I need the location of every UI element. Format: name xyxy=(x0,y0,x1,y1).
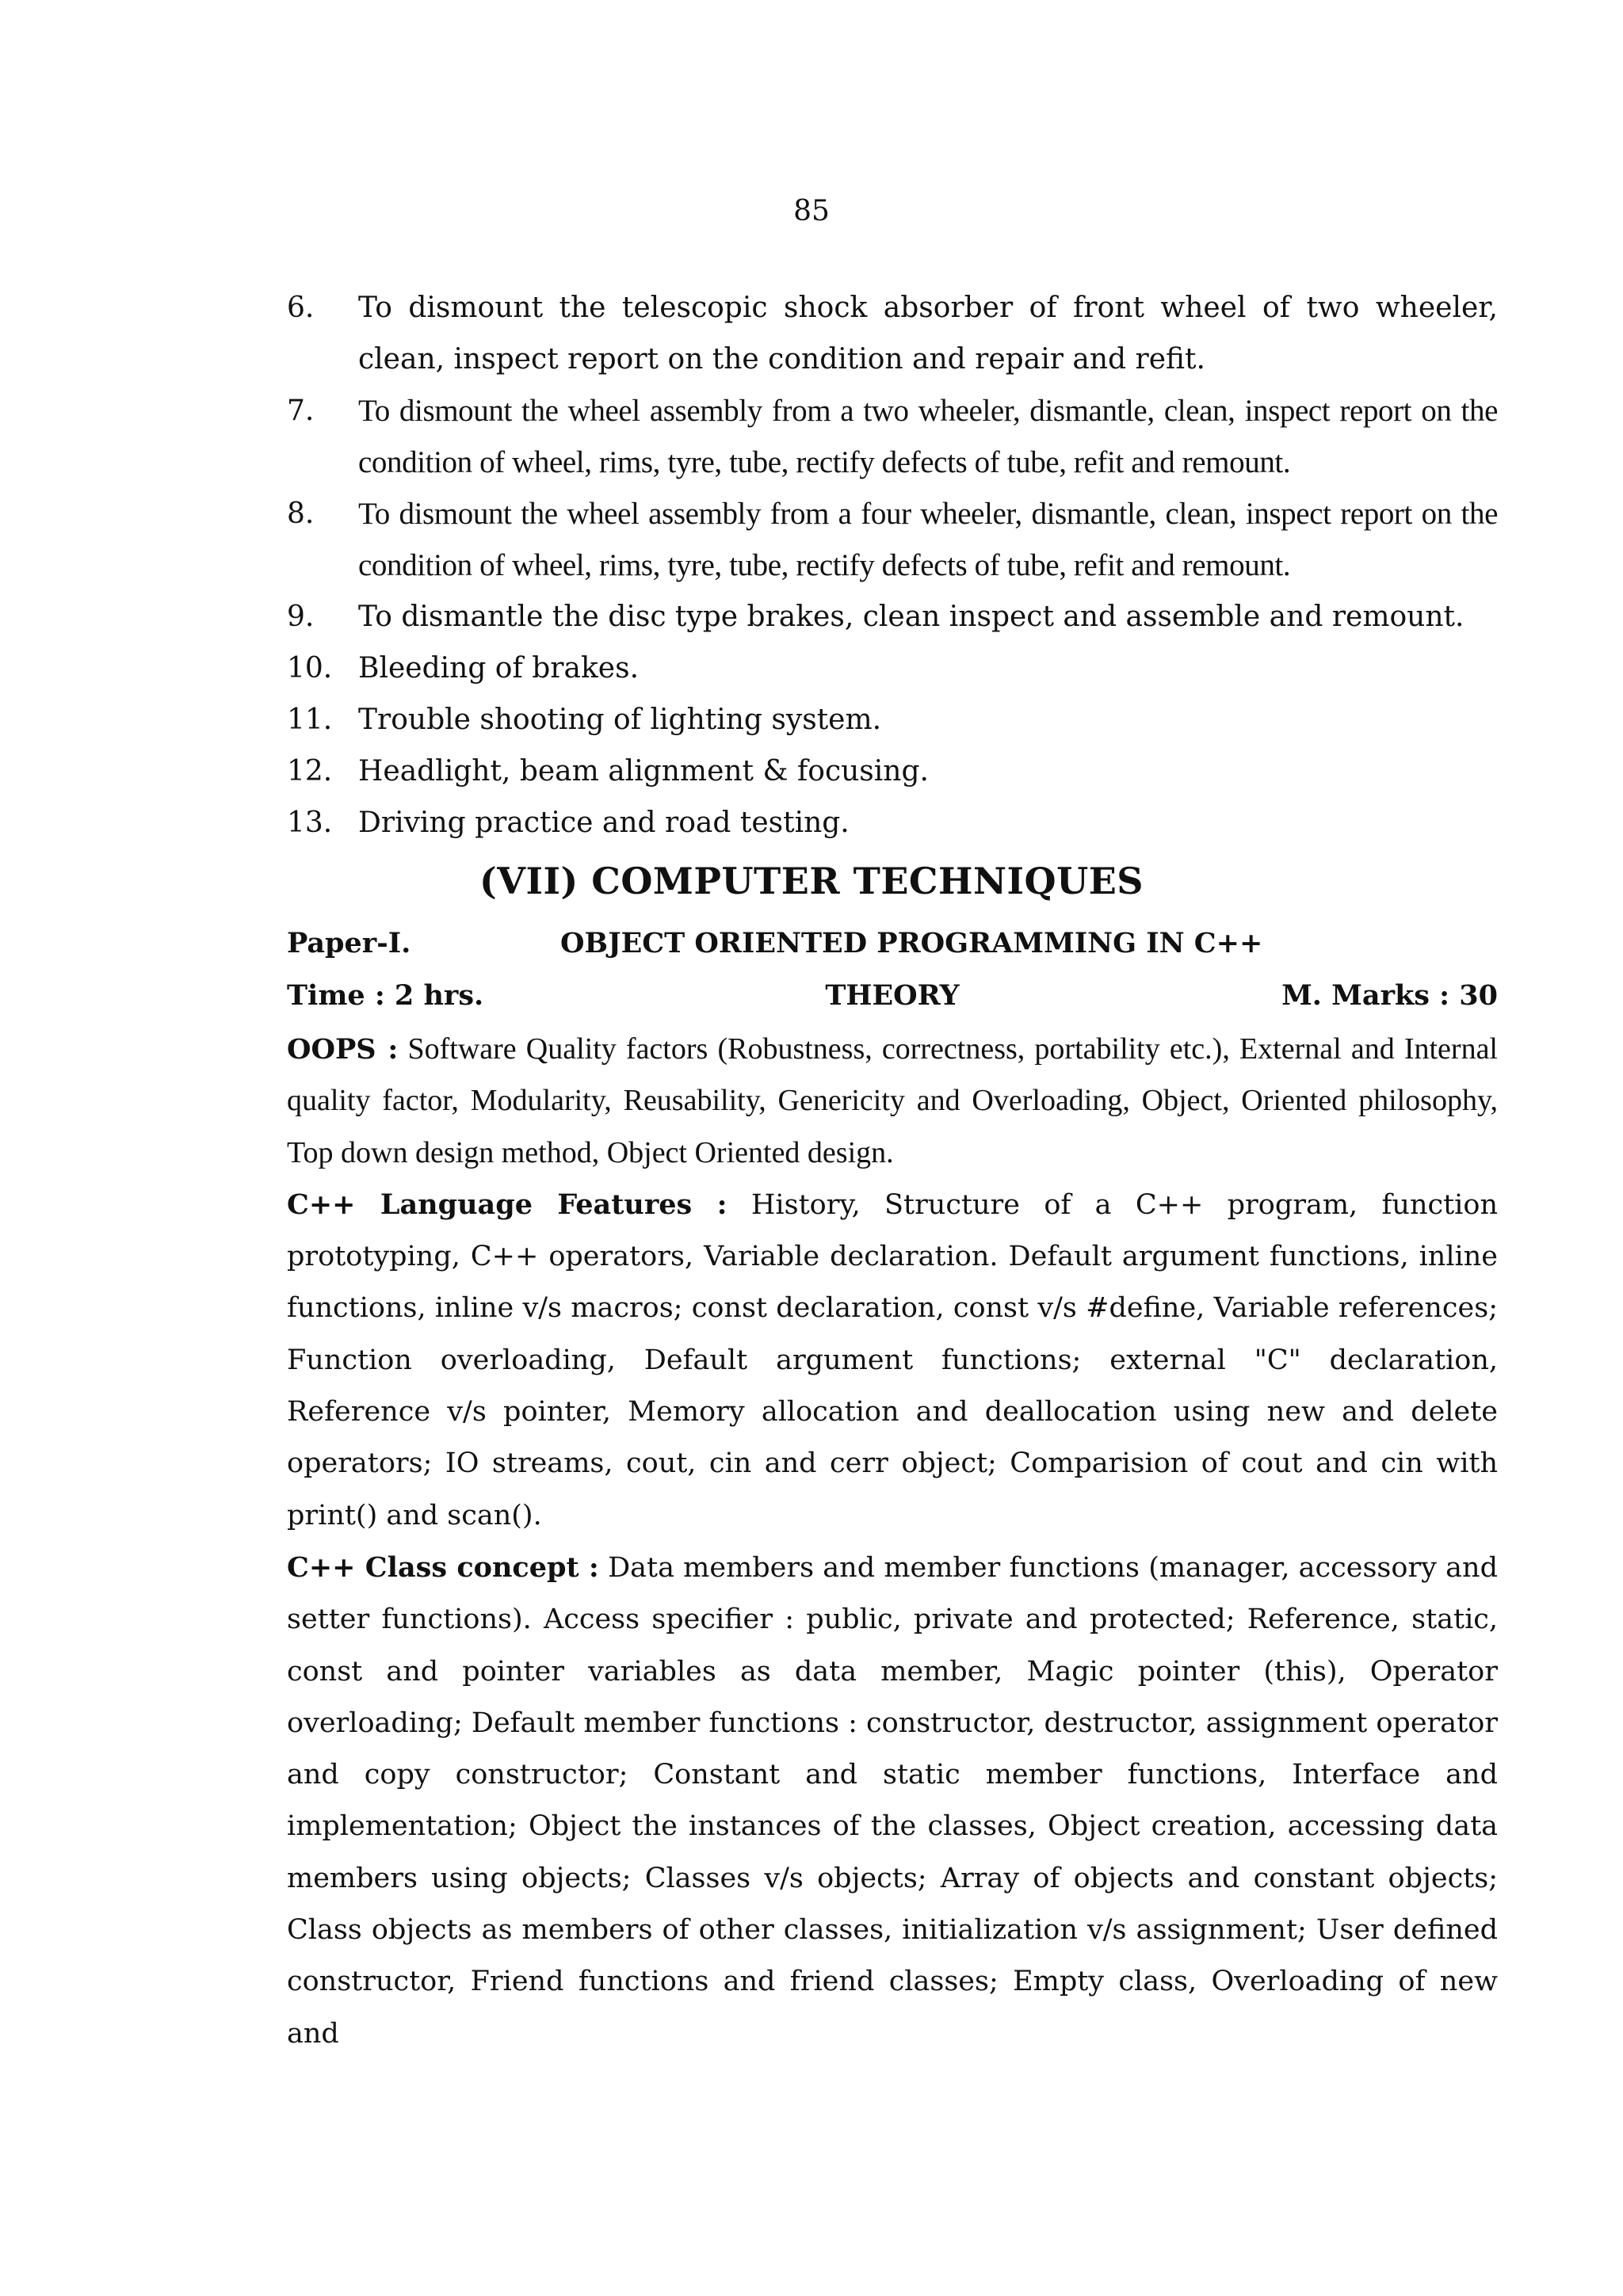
list-item-text: Bleeding of brakes. xyxy=(358,652,640,685)
list-item-number: 6. xyxy=(287,292,315,324)
list-item-text: To dismount the wheel assembly from a two wheeler, dismantle, clean, inspect report on the condition of wheel, rims, tyre, tube, rectify defects of tube, refit and remount. xyxy=(358,394,1498,479)
list-item-text: Headlight, beam alignment & focusing. xyxy=(358,755,929,788)
practical-list xyxy=(287,282,1498,849)
paper-label: Paper-I. xyxy=(287,927,411,959)
paragraph-text: History, Structure of a C++ program, function prototyping, C++ operators, Variable declaration. Default argument functions, inline functions, inline v/s macros; const declaration, const v/s #define, Variable references; Function overloading, Default argument functions; external "C" declaration, Reference v/s pointer, Memory allocation and deallocation using new and delete operators; IO streams, cout, cin and cerr object; Comparision of cout and cin with print() and scan(). xyxy=(287,1188,1498,1531)
list-item-text: To dismount the wheel assembly from a four wheeler, dismantle, clean, inspect report on the condition of wheel, rims, tyre, tube, rectify defects of tube, refit and remount. xyxy=(358,497,1498,582)
list-item-number: 10. xyxy=(287,652,333,685)
list-item xyxy=(287,694,1498,746)
exam-time: Time : 2 hrs. xyxy=(287,979,484,1012)
paragraph-text: Data members and member functions (manager, accessory and setter functions). Access specifier : public, private and protected; Reference, static, const and pointer variables as data member, Magic pointer (this), Operator overloading; Default member functions : constructor, destructor, assignment operator and copy constructor; Constant and static member functions, Interface and implementation; Object the instances of the classes, Object creation, accessing data members using objects; Classes v/s objects; Array of objects and constant objects; Class objects as members of other classes, initialization v/s assignment; User defined constructor, Friend functions and friend classes; Empty class, Overloading of new and xyxy=(287,1551,1498,2050)
list-item-text: Trouble shooting of lighting system. xyxy=(358,704,882,736)
list-item-text: To dismount the telescopic shock absorber of front wheel of two wheeler, clean, inspect report on the condition and repair and refit. xyxy=(358,292,1498,376)
list-item xyxy=(287,591,1498,643)
syllabus-body xyxy=(287,1024,1498,2060)
list-item xyxy=(287,643,1498,694)
list-item xyxy=(287,385,1498,488)
paragraph-heading: OOPS : xyxy=(287,1033,399,1066)
list-item-number: 11. xyxy=(287,704,333,736)
list-item-number: 13. xyxy=(287,807,333,839)
exam-marks: M. Marks : 30 xyxy=(1281,979,1498,1012)
list-item-text: Driving practice and road testing. xyxy=(358,807,850,839)
paper-title: OBJECT ORIENTED PROGRAMMING IN C++ xyxy=(560,927,1263,959)
paper-header xyxy=(287,921,1498,965)
list-item xyxy=(287,797,1498,849)
exam-info-row xyxy=(287,974,1498,1017)
paragraph-heading: C++ Language Features : xyxy=(287,1188,727,1221)
paragraph-heading: C++ Class concept : xyxy=(287,1550,599,1584)
list-item-number: 7. xyxy=(287,395,315,427)
list-item xyxy=(287,746,1498,797)
list-item xyxy=(287,488,1498,591)
syllabus-paragraph-oops xyxy=(287,1024,1498,1179)
syllabus-paragraph-class-concept xyxy=(287,1542,1498,2060)
list-item xyxy=(287,282,1498,385)
exam-type: THEORY xyxy=(825,979,960,1012)
list-item-text: To dismantle the disc type brakes, clean inspect and assemble and remount. xyxy=(358,601,1465,633)
list-item-number: 9. xyxy=(287,601,315,633)
syllabus-paragraph-language-features xyxy=(287,1179,1498,1542)
paragraph-text: Software Quality factors (Robustness, correctness, portability etc.), External and Internal quality factor, Modularity, Reusability, Genericity and Overloading, Object, Oriented philosophy, Top down design method, Object Oriented design. xyxy=(287,1032,1498,1169)
section-title: (VII) COMPUTER TECHNIQUES xyxy=(479,860,1144,902)
list-item-number: 12. xyxy=(287,755,333,788)
list-item-number: 8. xyxy=(287,498,315,530)
page-number: 85 xyxy=(793,195,830,227)
